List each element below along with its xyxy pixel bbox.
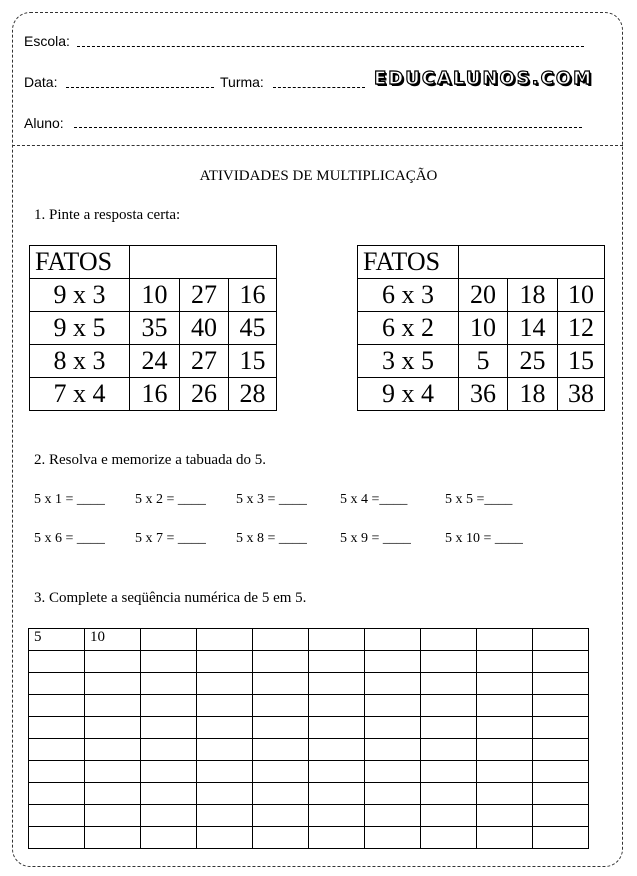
sequence-cell[interactable] [309, 739, 365, 761]
sequence-cell[interactable] [29, 739, 85, 761]
sequence-cell[interactable] [29, 717, 85, 739]
class-label: Turma: [220, 74, 264, 90]
answer-option[interactable]: 10 [130, 279, 180, 312]
fact-cell: 3 x 5 [358, 345, 459, 378]
sequence-cell[interactable] [365, 717, 421, 739]
sequence-cell[interactable] [197, 827, 253, 849]
facts-table-left [29, 245, 277, 411]
sequence-cell[interactable] [85, 673, 141, 695]
answer-option[interactable]: 16 [229, 279, 277, 312]
table-row [358, 378, 605, 411]
sequence-cell[interactable] [85, 739, 141, 761]
sequence-cell[interactable] [197, 761, 253, 783]
sequence-cell[interactable] [29, 805, 85, 827]
sequence-cell[interactable] [85, 717, 141, 739]
sequence-cell[interactable] [533, 739, 589, 761]
answer-option[interactable]: 45 [229, 312, 277, 345]
sequence-cell[interactable] [477, 673, 533, 695]
grid-row [29, 761, 589, 783]
grid-row [29, 783, 589, 805]
table-row [30, 378, 277, 411]
sequence-cell[interactable] [421, 739, 477, 761]
fact-cell: 9 x 5 [30, 312, 130, 345]
answer-option[interactable]: 15 [229, 345, 277, 378]
sequence-cell[interactable] [253, 717, 309, 739]
sequence-cell[interactable] [477, 717, 533, 739]
sequence-cell[interactable] [85, 651, 141, 673]
q2-prompt: 2. Resolva e memorize a tabuada do 5. [34, 452, 267, 468]
sequence-cell[interactable] [85, 761, 141, 783]
sequence-cell[interactable] [141, 827, 197, 849]
table-row [30, 312, 277, 345]
sequence-cell[interactable]: 10 [85, 629, 141, 651]
sequence-cell[interactable] [421, 651, 477, 673]
sequence-cell[interactable] [197, 673, 253, 695]
sequence-cell[interactable] [477, 783, 533, 805]
sequence-cell[interactable] [421, 673, 477, 695]
sequence-cell[interactable] [253, 739, 309, 761]
multiplication-blank[interactable]: 5 x 3 = ____ [236, 492, 307, 507]
student-label: Aluno: [24, 115, 64, 131]
sequence-cell[interactable] [253, 673, 309, 695]
sequence-cell[interactable] [29, 783, 85, 805]
sequence-cell[interactable] [141, 629, 197, 651]
fact-cell: 6 x 3 [358, 279, 459, 312]
sequence-cell[interactable] [365, 761, 421, 783]
multiplication-blank[interactable]: 5 x 10 = ____ [445, 531, 523, 546]
sequence-cell[interactable] [85, 695, 141, 717]
sequence-cell[interactable] [197, 783, 253, 805]
facts-table-right [357, 245, 605, 411]
header-divider [12, 145, 623, 146]
facts-header-blank [459, 246, 605, 279]
sequence-cell[interactable] [365, 629, 421, 651]
sequence-cell[interactable] [85, 805, 141, 827]
answer-option[interactable]: 5 [459, 345, 508, 378]
sequence-cell[interactable] [477, 629, 533, 651]
table-row [30, 345, 277, 378]
answer-option[interactable]: 12 [558, 312, 605, 345]
brand-logo: EDUCALUNOS.COM [374, 68, 594, 89]
sequence-cell[interactable] [197, 695, 253, 717]
table-row [30, 279, 277, 312]
sequence-cell[interactable] [533, 673, 589, 695]
q1-prompt: 1. Pinte a resposta certa: [34, 207, 181, 223]
fact-cell: 6 x 2 [358, 312, 459, 345]
sequence-cell[interactable] [29, 673, 85, 695]
answer-option[interactable]: 35 [130, 312, 180, 345]
multiplication-blank[interactable]: 5 x 8 = ____ [236, 531, 307, 546]
date-field[interactable] [66, 87, 214, 88]
sequence-cell[interactable] [253, 629, 309, 651]
sequence-cell[interactable] [421, 827, 477, 849]
sequence-cell[interactable] [197, 717, 253, 739]
sequence-cell[interactable] [421, 717, 477, 739]
sequence-cell[interactable] [141, 739, 197, 761]
answer-option[interactable]: 18 [508, 378, 558, 411]
grid-row [29, 717, 589, 739]
answer-option[interactable]: 20 [459, 279, 508, 312]
sequence-cell[interactable] [197, 629, 253, 651]
page-title: ATIVIDADES DE MULTIPLICAÇÃO [199, 168, 438, 184]
answer-option[interactable]: 36 [459, 378, 508, 411]
sequence-cell[interactable] [421, 783, 477, 805]
sequence-cell[interactable] [477, 827, 533, 849]
grid-row [29, 827, 589, 849]
answer-option[interactable]: 28 [229, 378, 277, 411]
grid-row [29, 695, 589, 717]
fact-cell: 7 x 4 [30, 378, 130, 411]
sequence-cell[interactable] [197, 739, 253, 761]
class-field[interactable] [273, 87, 365, 88]
sequence-cell[interactable] [197, 805, 253, 827]
sequence-cell[interactable] [477, 739, 533, 761]
sequence-cell[interactable] [309, 673, 365, 695]
answer-option[interactable]: 24 [130, 345, 180, 378]
answer-option[interactable]: 14 [508, 312, 558, 345]
sequence-cell[interactable] [253, 827, 309, 849]
sequence-cell[interactable] [253, 805, 309, 827]
sequence-cell[interactable] [365, 695, 421, 717]
sequence-cell[interactable] [309, 805, 365, 827]
answer-option[interactable]: 10 [459, 312, 508, 345]
sequence-cell[interactable] [365, 739, 421, 761]
sequence-cell[interactable] [141, 805, 197, 827]
answer-option[interactable]: 10 [558, 279, 605, 312]
answer-option[interactable]: 15 [558, 345, 605, 378]
sequence-cell[interactable] [253, 651, 309, 673]
sequence-cell[interactable] [477, 761, 533, 783]
sequence-cell[interactable] [253, 783, 309, 805]
sequence-cell[interactable] [477, 695, 533, 717]
sequence-cell[interactable] [141, 783, 197, 805]
table-row [358, 312, 605, 345]
sequence-cell[interactable] [533, 695, 589, 717]
sequence-cell[interactable] [365, 673, 421, 695]
multiplication-blank[interactable]: 5 x 1 = ____ [34, 492, 105, 507]
sequence-cell[interactable] [421, 695, 477, 717]
sequence-cell[interactable] [309, 717, 365, 739]
sequence-cell[interactable] [141, 717, 197, 739]
fact-cell: 9 x 3 [30, 279, 130, 312]
sequence-cell[interactable] [421, 629, 477, 651]
answer-option[interactable]: 40 [180, 312, 229, 345]
sequence-cell[interactable] [141, 651, 197, 673]
multiplication-blank[interactable]: 5 x 6 = ____ [34, 531, 105, 546]
grid-row [29, 805, 589, 827]
facts-header: FATOS [30, 246, 130, 279]
grid-row [29, 673, 589, 695]
student-field[interactable] [74, 127, 582, 128]
sequence-cell[interactable] [141, 695, 197, 717]
sequence-cell[interactable] [477, 805, 533, 827]
sequence-cell[interactable] [85, 783, 141, 805]
answer-option[interactable]: 38 [558, 378, 605, 411]
sequence-cell[interactable] [309, 783, 365, 805]
multiplication-blank[interactable]: 5 x 4 =____ [340, 492, 408, 507]
sequence-cell[interactable] [365, 805, 421, 827]
sequence-cell[interactable] [365, 783, 421, 805]
sequence-cell[interactable] [253, 761, 309, 783]
sequence-cell[interactable] [309, 761, 365, 783]
answer-option[interactable]: 18 [508, 279, 558, 312]
sequence-cell[interactable] [533, 761, 589, 783]
fact-cell: 9 x 4 [358, 378, 459, 411]
sequence-cell[interactable] [141, 673, 197, 695]
sequence-cell[interactable] [421, 805, 477, 827]
answer-option[interactable]: 27 [180, 345, 229, 378]
multiplication-blank[interactable]: 5 x 7 = ____ [135, 531, 206, 546]
sequence-cell[interactable] [309, 827, 365, 849]
sequence-cell[interactable] [309, 629, 365, 651]
sequence-cell[interactable] [85, 827, 141, 849]
answer-option[interactable]: 27 [180, 279, 229, 312]
sequence-cell[interactable]: 5 [29, 629, 85, 651]
sequence-cell[interactable] [141, 761, 197, 783]
sequence-grid [28, 628, 589, 849]
multiplication-blank[interactable]: 5 x 9 = ____ [340, 531, 411, 546]
sequence-cell[interactable] [533, 651, 589, 673]
multiplication-blank[interactable]: 5 x 2 = ____ [135, 492, 206, 507]
sequence-cell[interactable] [29, 827, 85, 849]
sequence-cell[interactable] [309, 695, 365, 717]
sequence-cell[interactable] [533, 783, 589, 805]
school-field[interactable] [77, 46, 584, 47]
sequence-cell[interactable] [365, 651, 421, 673]
sequence-cell[interactable] [253, 695, 309, 717]
sequence-cell[interactable] [197, 651, 253, 673]
grid-row [29, 651, 589, 673]
sequence-cell[interactable] [365, 827, 421, 849]
table-row [358, 345, 605, 378]
school-label: Escola: [24, 33, 70, 49]
facts-header: FATOS [358, 246, 459, 279]
date-label: Data: [24, 74, 58, 90]
answer-option[interactable]: 25 [508, 345, 558, 378]
q3-prompt: 3. Complete a seqüência numérica de 5 em 5. [34, 590, 307, 606]
sequence-cell[interactable] [421, 761, 477, 783]
sequence-cell[interactable] [533, 805, 589, 827]
sequence-cell[interactable] [533, 717, 589, 739]
sequence-cell[interactable] [533, 827, 589, 849]
answer-option[interactable]: 16 [130, 378, 180, 411]
grid-row [29, 629, 589, 651]
sequence-cell[interactable] [29, 761, 85, 783]
sequence-cell[interactable] [533, 629, 589, 651]
grid-row [29, 739, 589, 761]
answer-option[interactable]: 26 [180, 378, 229, 411]
sequence-cell[interactable] [29, 695, 85, 717]
fact-cell: 8 x 3 [30, 345, 130, 378]
sequence-cell[interactable] [477, 651, 533, 673]
facts-header-blank [130, 246, 277, 279]
sequence-cell[interactable] [309, 651, 365, 673]
sequence-cell[interactable] [29, 651, 85, 673]
multiplication-blank[interactable]: 5 x 5 =____ [445, 492, 513, 507]
table-row [358, 279, 605, 312]
